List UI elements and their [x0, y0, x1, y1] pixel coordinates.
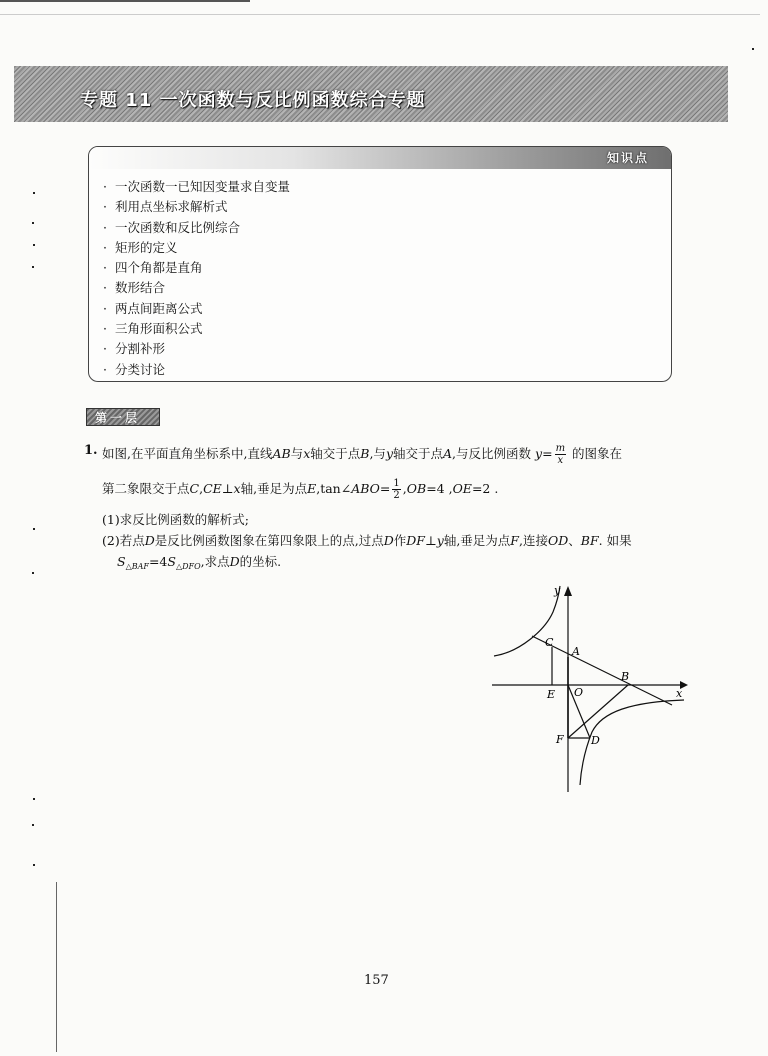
margin-mark	[33, 798, 35, 800]
margin-mark	[32, 572, 34, 574]
margin-mark	[752, 48, 754, 50]
label-f: F	[556, 733, 564, 746]
knowledge-points-header	[89, 147, 671, 169]
top-rule	[0, 0, 250, 2]
question-line-1: 如图,在平面直角坐标系中,直线AB与x轴交于点B,与y轴交于点A,与反比例函数 y= $\frac{m}{x}$ 的图象在	[102, 443, 623, 466]
label-o: O	[574, 686, 584, 699]
list-item: · 一次函数一已知因变量求自变量	[103, 179, 291, 194]
margin-mark	[33, 864, 35, 866]
label-y: y	[554, 584, 561, 597]
label-a: A	[572, 645, 580, 658]
label-c: C	[545, 636, 554, 649]
page-number: 157	[364, 973, 389, 988]
section-label: 第一层	[95, 411, 141, 425]
label-e: E	[547, 688, 556, 701]
margin-rule	[56, 882, 57, 1052]
page-title: 专题 11 一次函数与反比例函数综合专题	[80, 90, 426, 111]
list-item: · 数形结合	[103, 280, 166, 296]
question-part-2: (2)若点D是反比例函数图象在第四象限上的点,过点D作DF⊥y轴,垂足为点F,连接OD、BF. 如果	[102, 533, 632, 548]
y-axis-arrow	[564, 586, 572, 596]
label-d: D	[591, 734, 600, 747]
list-item: · 两点间距离公式	[103, 300, 203, 316]
margin-mark	[32, 222, 34, 224]
function-fraction: $\frac{m}{x}$	[555, 443, 566, 466]
label-b: B	[621, 670, 630, 683]
list-item: · 三角形面积公式	[103, 321, 203, 337]
question-number: 1.	[84, 443, 98, 458]
question-part-1: (1)求反比例函数的解析式;	[102, 512, 249, 527]
list-item: · 分割补形	[103, 341, 166, 357]
section-tag	[86, 408, 160, 426]
knowledge-points-list	[103, 177, 290, 380]
top-rule-thin	[0, 14, 760, 15]
knowledge-points-box	[88, 146, 672, 382]
list-item: · 利用点坐标求解析式	[103, 199, 228, 215]
knowledge-points-tag: 知识点	[606, 151, 649, 165]
list-item: · 四个角都是直角	[103, 260, 203, 276]
list-item: · 分类讨论	[103, 361, 166, 377]
coordinate-figure	[490, 580, 690, 800]
margin-mark	[32, 824, 34, 826]
list-item: · 一次函数和反比例综合	[103, 219, 241, 235]
list-item: · 矩形的定义	[103, 239, 178, 255]
question-part-2-condition: $S_{\triangle BAF}=4S_{\triangle DFO}$,求点D的坐标.	[117, 554, 282, 571]
margin-mark	[33, 528, 35, 530]
question-line-2: 第二象限交于点C,CE⊥x轴,垂足为点E,tan∠ABO= $\frac{1}{2}$ ,OB=4 ,OE=2 .	[102, 478, 499, 501]
margin-mark	[33, 244, 35, 246]
tan-fraction: $\frac{1}{2}$	[393, 478, 400, 501]
margin-mark	[32, 266, 34, 268]
label-x: x	[676, 687, 683, 700]
margin-mark	[33, 192, 35, 194]
